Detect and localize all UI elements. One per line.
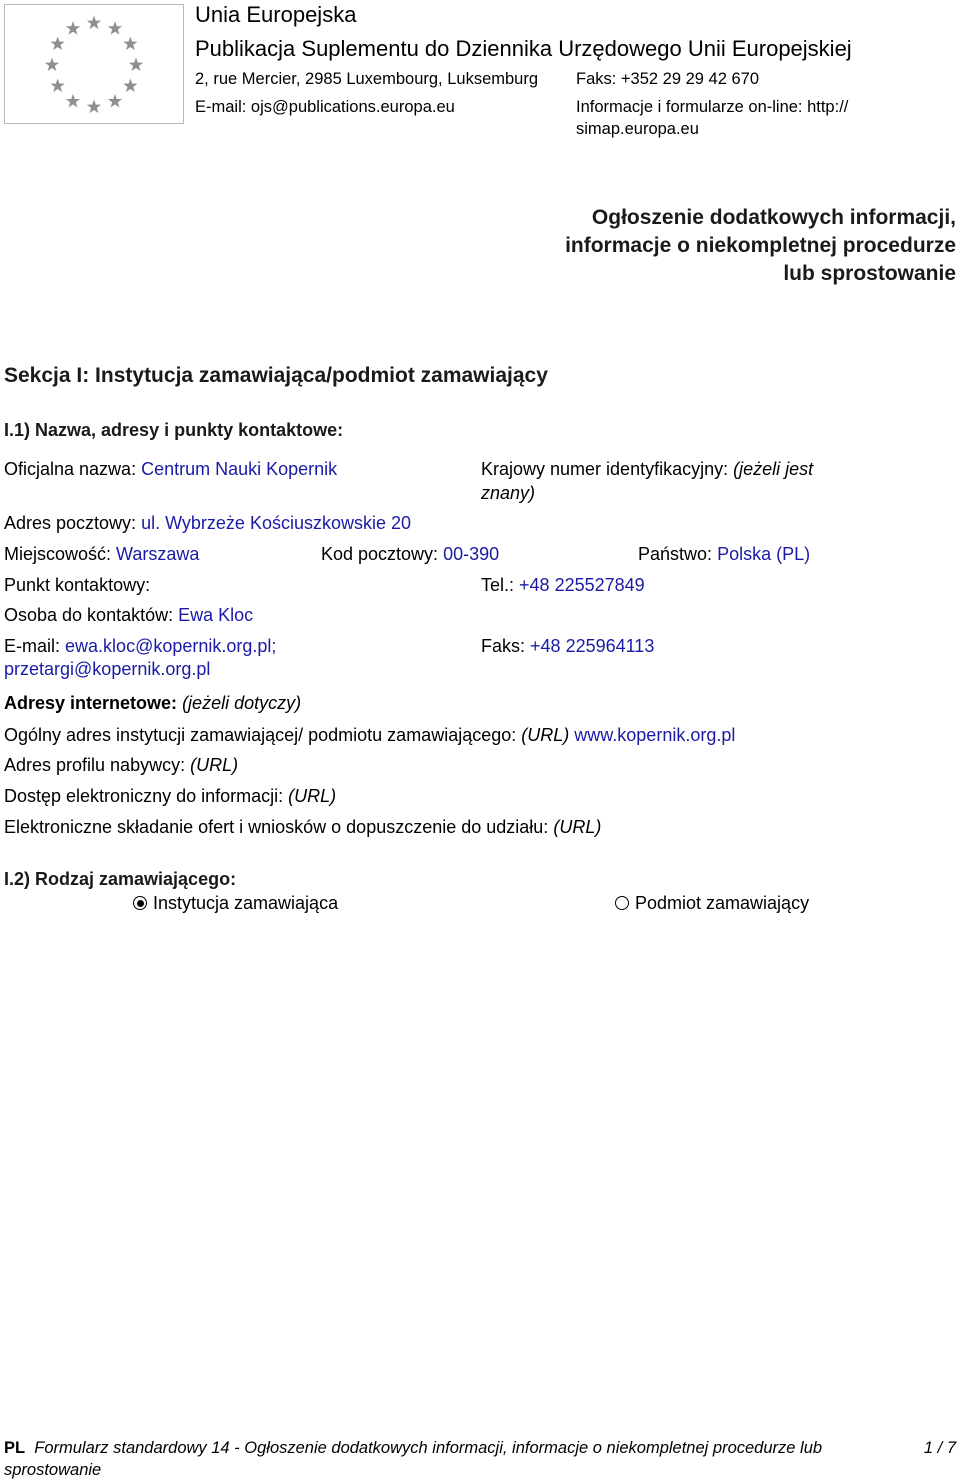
radio-selected-icon[interactable] bbox=[133, 896, 147, 910]
postal-address-label: Adres pocztowy: bbox=[4, 513, 137, 533]
official-name-value: Centrum Nauki Kopernik bbox=[141, 459, 338, 479]
subsection-i2-heading: I.2) Rodzaj zamawiającego: bbox=[4, 869, 237, 889]
city-row bbox=[4, 544, 199, 565]
star-icon bbox=[45, 58, 59, 72]
electronic-access-url-note: (URL) bbox=[288, 786, 337, 806]
contact-person-row bbox=[4, 605, 253, 626]
radio-unselected-icon[interactable] bbox=[615, 896, 629, 910]
internet-addresses-row bbox=[4, 693, 301, 714]
postcode-value: 00-390 bbox=[443, 544, 500, 564]
city-value: Warszawa bbox=[116, 544, 200, 564]
electronic-access-row bbox=[4, 786, 336, 807]
star-icon bbox=[129, 58, 143, 72]
internet-addresses-note: (jeżeli dotyczy) bbox=[182, 693, 302, 713]
notice-title: Ogłoszenie dodatkowych informacji, informacje o niekompletnej procedurze lub sprostowanie bbox=[565, 206, 956, 285]
radio-option-1-label: Instytucja zamawiająca bbox=[153, 893, 339, 913]
contact-point-label: Punkt kontaktowy: bbox=[4, 575, 151, 595]
email-value-1[interactable]: ewa.kloc@kopernik.org.pl; bbox=[65, 636, 277, 656]
country-label: Państwo: bbox=[638, 544, 713, 564]
footer-lang: PL bbox=[4, 1439, 26, 1457]
tel-value: +48 225527849 bbox=[519, 575, 645, 595]
star-icon bbox=[87, 100, 101, 114]
eu-logo bbox=[4, 4, 184, 124]
footer-form-name: Formularz standardowy 14 - Ogłoszenie dodatkowych informacji, informacje o niekompletnej procedurze lub sprostowanie bbox=[4, 1439, 823, 1479]
national-id-note-1: (jeżeli jest bbox=[733, 459, 814, 479]
header-address: 2, rue Mercier, 2985 Luxembourg, Luksemburg bbox=[195, 70, 539, 88]
general-address-row bbox=[4, 725, 735, 746]
star-icon bbox=[123, 37, 137, 51]
section-heading: Sekcja I: Instytucja zamawiająca/podmiot zamawiający bbox=[4, 364, 548, 387]
email-label: E-mail: bbox=[4, 636, 61, 656]
tel-label: Tel.: bbox=[481, 575, 515, 595]
national-id-label: Krajowy numer identyfikacyjny: bbox=[481, 459, 729, 479]
star-icon bbox=[123, 79, 137, 93]
email-value-2[interactable]: przetargi@kopernik.org.pl bbox=[4, 659, 211, 679]
postcode-row bbox=[321, 544, 499, 565]
subsection-i1-heading: I.1) Nazwa, adresy i punkty kontaktowe: bbox=[4, 420, 344, 440]
star-icon bbox=[66, 94, 80, 108]
general-address-link[interactable]: www.kopernik.org.pl bbox=[574, 725, 736, 745]
postal-address-value: ul. Wybrzeże Kościuszkowskie 20 bbox=[141, 513, 412, 533]
fax-row bbox=[481, 636, 654, 657]
electronic-submission-row bbox=[4, 817, 601, 838]
footer-form-info bbox=[4, 1437, 874, 1481]
eu-flag-stars-icon bbox=[5, 5, 183, 123]
postcode-label: Kod pocztowy: bbox=[321, 544, 439, 564]
header-publication: Publikacja Suplementu do Dziennika Urzędowego Unii Europejskiej bbox=[195, 36, 852, 61]
contact-person-label: Osoba do kontaktów: bbox=[4, 605, 174, 625]
national-id-row bbox=[481, 459, 813, 480]
star-icon bbox=[50, 37, 64, 51]
national-id-note-2: znany) bbox=[481, 483, 536, 503]
general-address-label: Ogólny adres instytucji zamawiającej/ podmiotu zamawiającego: bbox=[4, 725, 517, 745]
radio-option-contracting-entity[interactable] bbox=[615, 893, 809, 914]
header-org: Unia Europejska bbox=[195, 2, 357, 27]
fax-value: +48 225964113 bbox=[530, 636, 655, 656]
radio-option-2-label: Podmiot zamawiający bbox=[635, 893, 810, 913]
buyer-profile-url-note: (URL) bbox=[190, 755, 239, 775]
star-icon bbox=[87, 16, 101, 30]
electronic-submission-label: Elektroniczne składanie ofert i wniosków o dopuszczenie do udziału: bbox=[4, 817, 549, 837]
country-row bbox=[638, 544, 810, 565]
header-info-line1: Informacje i formularze on-line: http:// bbox=[576, 98, 849, 116]
postal-address-row bbox=[4, 513, 411, 534]
tel-row bbox=[481, 575, 645, 596]
footer-page-number: 1 / 7 bbox=[923, 1439, 956, 1457]
header-info-line2: simap.europa.eu bbox=[576, 120, 699, 138]
fax-label: Faks: bbox=[481, 636, 526, 656]
header-fax: Faks: +352 29 29 42 670 bbox=[576, 70, 760, 88]
city-label: Miejscowość: bbox=[4, 544, 112, 564]
star-icon bbox=[66, 21, 80, 35]
official-name-row bbox=[4, 459, 337, 480]
email-row bbox=[4, 636, 276, 657]
header-email: E-mail: ojs@publications.europa.eu bbox=[195, 98, 455, 116]
internet-addresses-label: Adresy internetowe: bbox=[4, 693, 178, 713]
buyer-profile-row bbox=[4, 755, 238, 776]
radio-option-contracting-authority[interactable] bbox=[133, 893, 338, 914]
country-value: Polska (PL) bbox=[717, 544, 811, 564]
star-icon bbox=[50, 79, 64, 93]
star-icon bbox=[108, 94, 122, 108]
buyer-profile-label: Adres profilu nabywcy: bbox=[4, 755, 186, 775]
electronic-access-label: Dostęp elektroniczny do informacji: bbox=[4, 786, 284, 806]
electronic-submission-url-note: (URL) bbox=[553, 817, 602, 837]
official-name-label: Oficjalna nazwa: bbox=[4, 459, 137, 479]
star-icon bbox=[108, 21, 122, 35]
contact-person-value: Ewa Kloc bbox=[178, 605, 254, 625]
general-address-url-note: (URL) bbox=[521, 725, 570, 745]
